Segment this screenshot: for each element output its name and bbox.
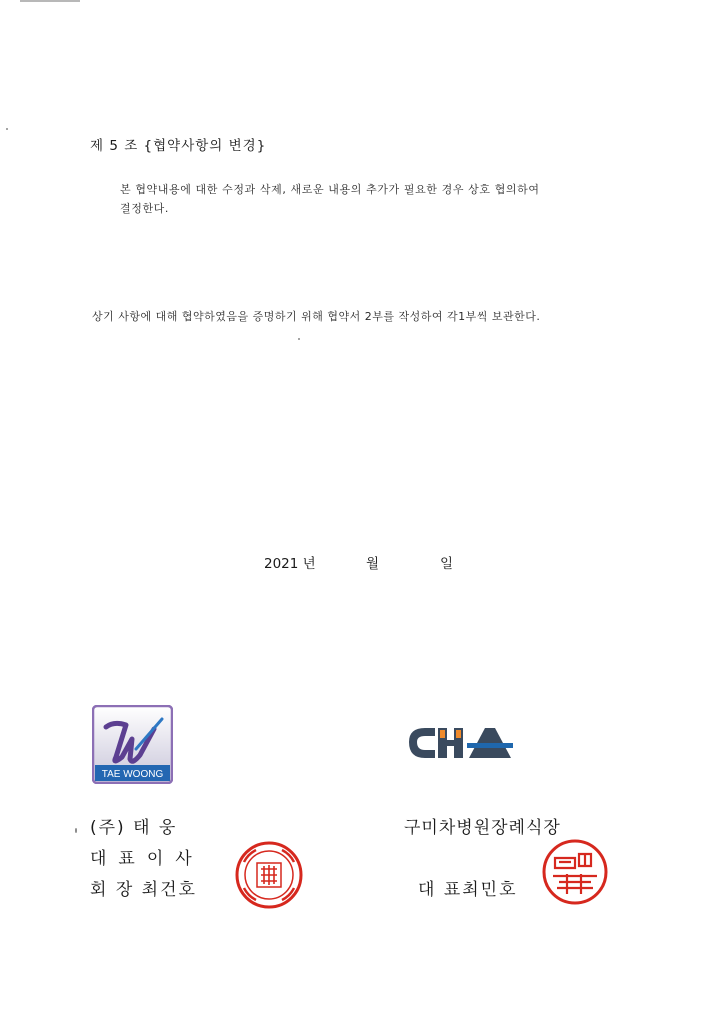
date-day: 일 [440, 556, 454, 572]
article-body [120, 180, 610, 218]
left-signer-name: 회 장 최건호 [90, 880, 197, 900]
article-title: 제 5 조 {협약사항의 변경} [90, 138, 267, 154]
left-position: 대표이사 [90, 849, 204, 869]
date-year: 2021 년 [264, 556, 316, 572]
taewoong-logo-text: TAE WOONG [101, 769, 164, 780]
scan-speck [6, 128, 8, 130]
left-seal-text: 태웅 [268, 909, 270, 910]
article-body-line: 결정한다. [120, 202, 170, 215]
left-seal-stamp [234, 840, 304, 910]
right-seal-stamp [541, 838, 609, 906]
cha-logo [405, 720, 515, 764]
date-month: 월 [366, 556, 380, 572]
scan-speck [75, 828, 77, 833]
closing-statement: 상기 사항에 대해 협약하였음을 증명하기 위해 협약서 2부를 작성하여 각1부씩 보관한다. [92, 310, 541, 323]
left-company: (주) 태 웅 [90, 818, 178, 838]
cha-logo-text: CHA [458, 763, 462, 764]
taewoong-logo [92, 705, 173, 784]
right-company: 구미차병원장례식장 [404, 818, 561, 838]
right-signer-name: 대 표최민호 [418, 880, 518, 900]
scan-speck [298, 338, 300, 340]
right-seal-text: 장례 [574, 904, 576, 905]
scan-edge-line [20, 0, 80, 2]
article-body-line: 본 협약내용에 대한 수정과 삭제, 새로운 내용의 추가가 필요한 경우 상호 협의하여 [120, 183, 540, 196]
